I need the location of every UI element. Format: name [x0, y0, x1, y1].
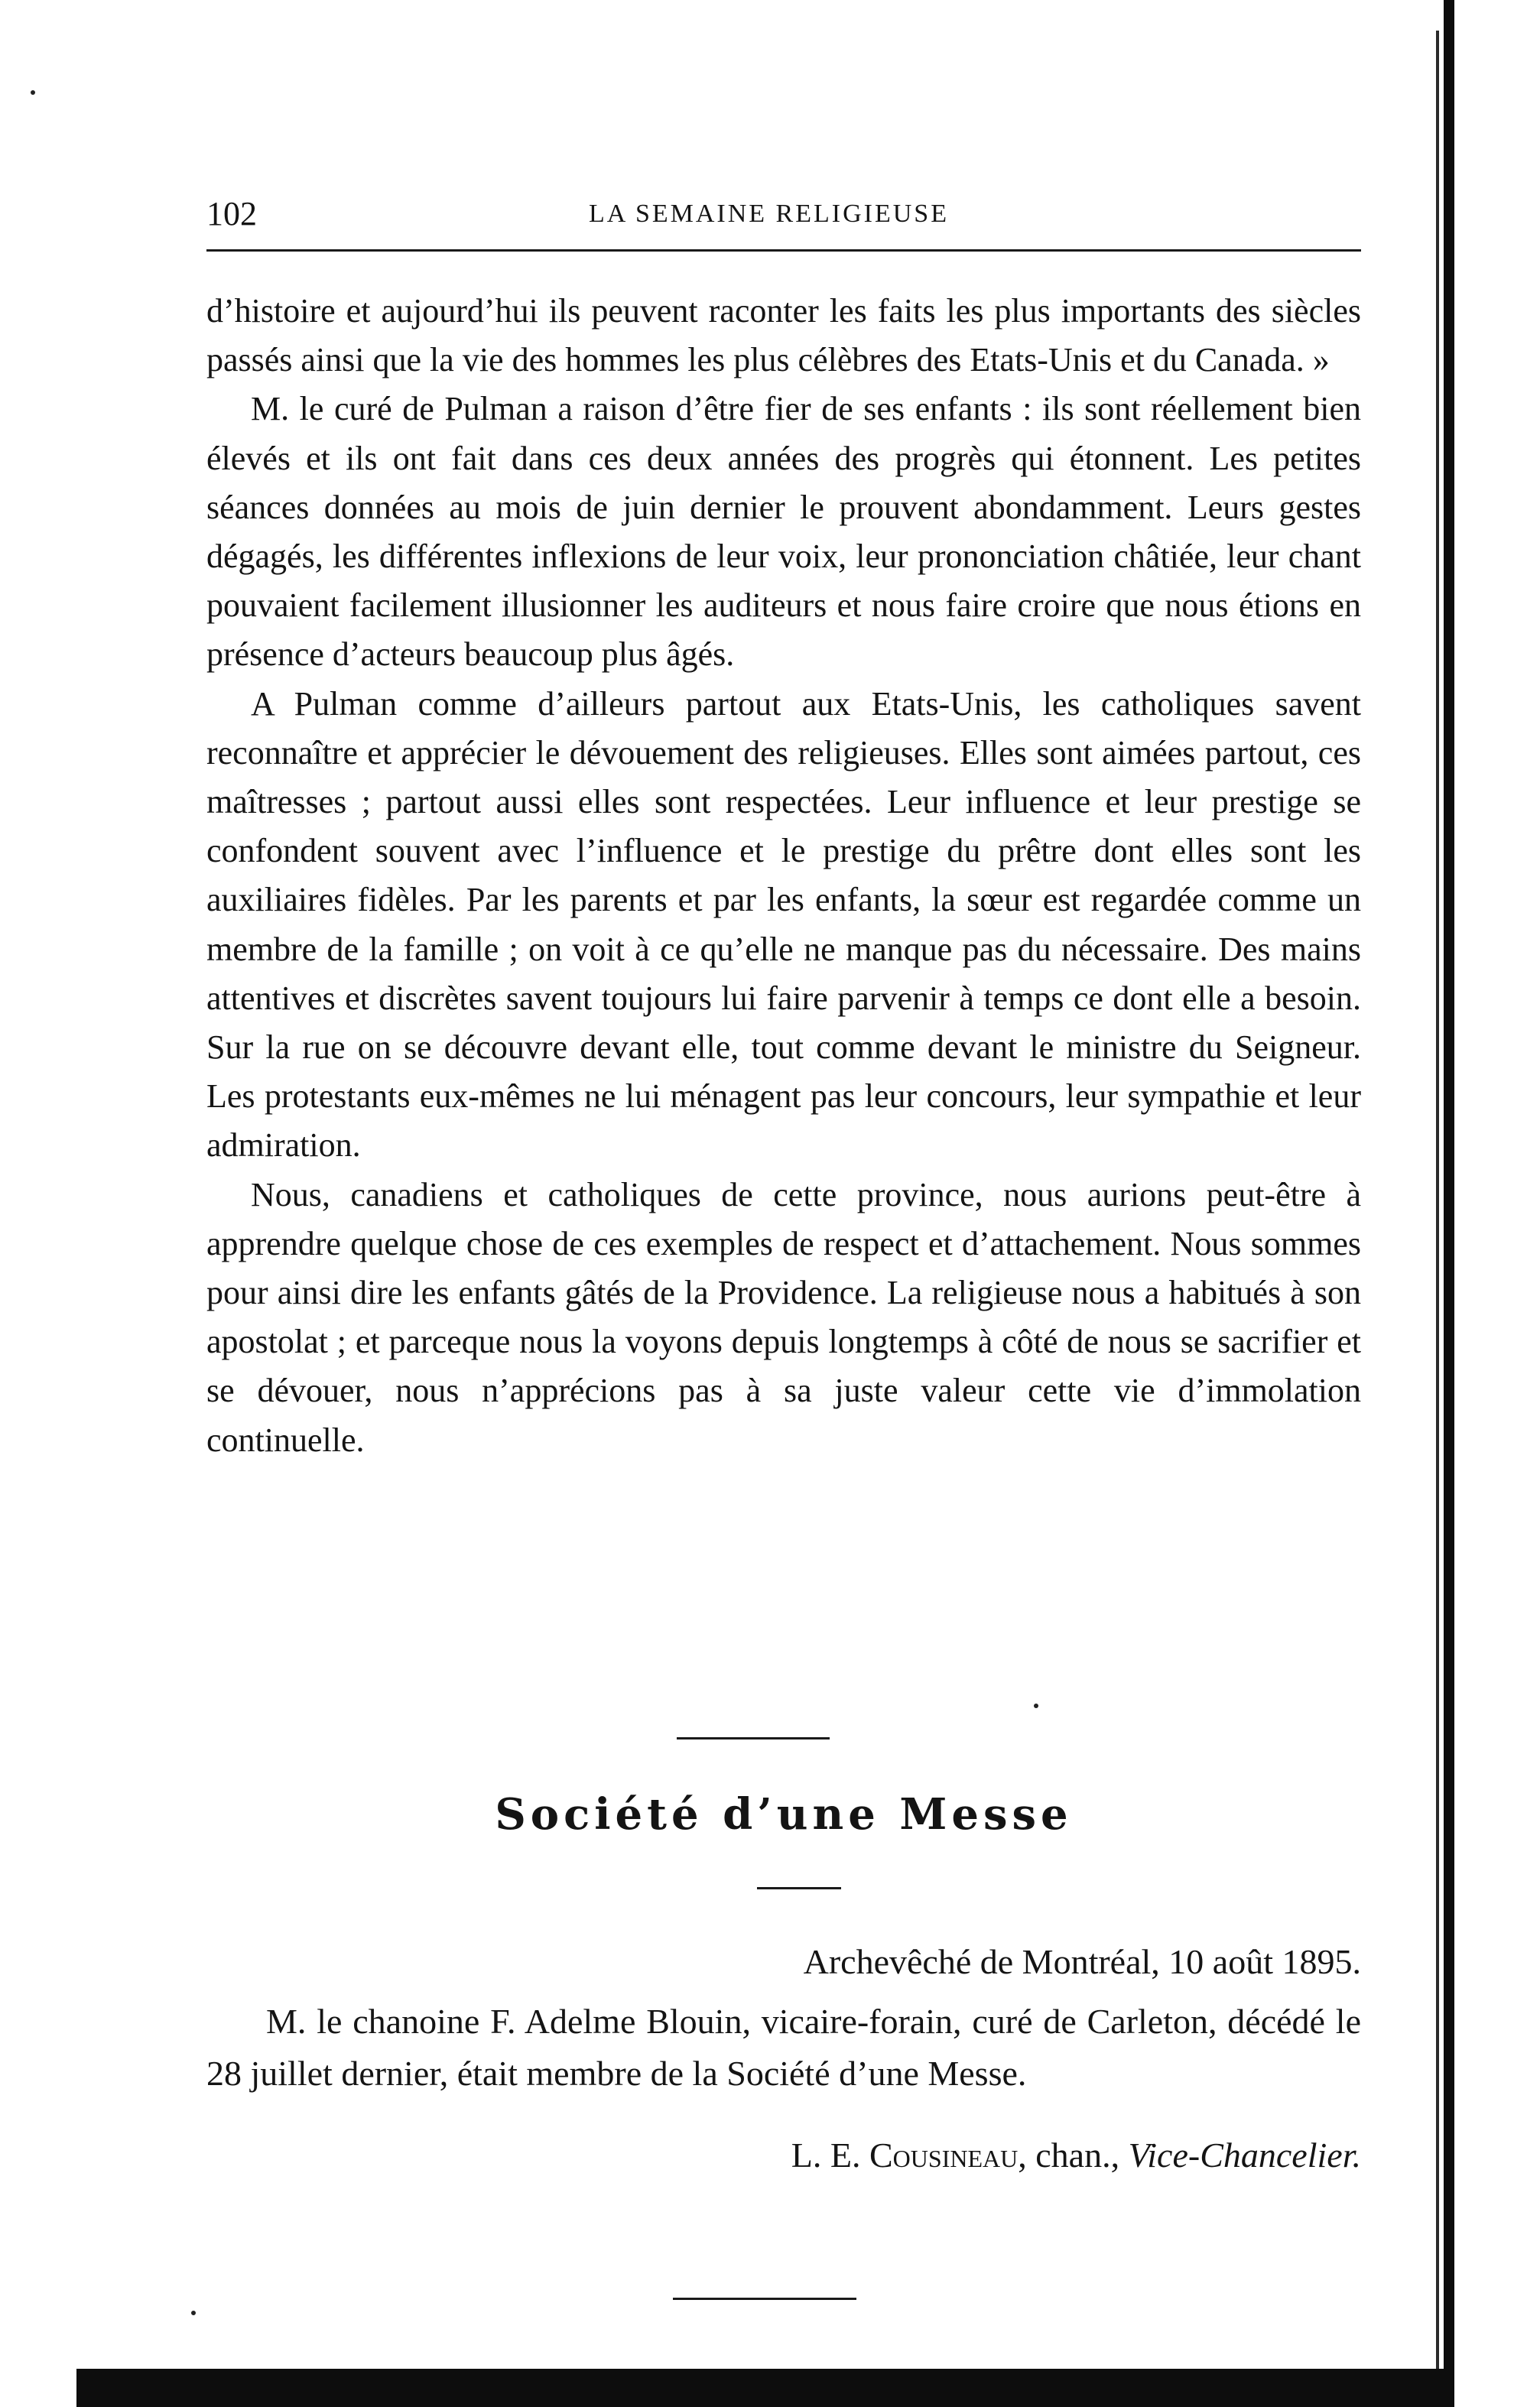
- title-divider: [757, 1887, 841, 1889]
- section-title: Société d’une Messe: [495, 1789, 1073, 1840]
- article-paragraph: Nous, canadiens et catholiques de cette province, nous aurions peut-être à apprendre quelque chose de ces exemples de respect et d’attachement. Nous sommes pour ainsi dire les enfants gâtés de la Providence. La religieuse nous a habitués à son apostolat ; et parceque nous la voyons depuis longtemps à côté de nous se sacrifier et se dévouer, nous n’apprécions pas à sa juste valeur cette vie d’immolation continuelle.: [206, 1175, 1361, 1459]
- article-paragraph: d’histoire et aujourd’hui ils peuvent raconter les faits les plus importants des siècles passés ainsi que la vie des hommes les plus célèbres des Etats-Unis et du Canada. »: [206, 292, 1361, 379]
- article-paragraph: M. le curé de Pulman a raison d’être fier de ses enfants : ils sont réellement bien élevés et ils ont fait dans ces deux années des progrès qui étonnent. Les petites séances données au mois de juin dernier le prouvent abondamment. Leurs gestes dégagés, les différentes inflexions de leur voix, leur prononciation châtiée, leur chant pouvaient facilement illusionner les auditeurs et nous faire croire que nous étions en présence d’acteurs beaucoup plus âgés.: [206, 390, 1361, 674]
- signature-title: Vice-Chancelier.: [1128, 2136, 1361, 2175]
- scan-speck: [191, 2311, 196, 2315]
- scan-speck: [31, 90, 35, 95]
- notice-dateline: Archevêché de Montréal, 10 août 1895.: [803, 1942, 1361, 1981]
- article-body: [206, 287, 1361, 1465]
- binding-edge-line: [1436, 31, 1439, 2386]
- notice-paragraph: M. le chanoine F. Adelme Blouin, vicaire-forain, curé de Carleton, décédé le 28 juillet dernier, était membre de la Société d’une Messe.: [206, 2002, 1361, 2093]
- scan-speck: [1034, 1704, 1038, 1708]
- running-head: [206, 191, 1361, 237]
- binding-edge-shadow: [1444, 0, 1454, 2407]
- section-divider: [677, 1737, 830, 1739]
- bottom-edge-shadow: [76, 2369, 1454, 2407]
- notice-signature: [623, 2129, 1361, 2181]
- signature-name: L. E. Cousineau,: [791, 2136, 1027, 2175]
- notice-body: [206, 1996, 1361, 2100]
- signature-rank: chan.,: [1035, 2136, 1120, 2175]
- article-paragraph: A Pulman comme d’ailleurs partout aux Etats-Unis, les catholiques savent reconnaître et apprécier le dévouement des religieuses. Elles sont aimées partout, ces maîtresses ; partout aussi elles sont respectées. Leur influence et leur prestige se confondent souvent avec l’influence et le prestige du prêtre dont elles sont les auxiliaires fidèles. Par les parents et par les enfants, la sœur est regardée comme un membre de la famille ; on voit à ce qu’elle ne manque pas du nécessaire. Des mains attentives et discrètes savent toujours lui faire parvenir à temps ce dont elle a besoin. Sur la rue on se découvre devant elle, tout comme devant le ministre du Seigneur. Les protestants eux-mêmes ne lui ménagent pas leur concours, leur sympathie et leur admiration.: [206, 684, 1361, 1165]
- header-rule: [206, 249, 1361, 252]
- running-title: LA SEMAINE RELIGIEUSE: [589, 200, 949, 228]
- end-divider: [673, 2298, 856, 2300]
- page-number: 102: [206, 195, 257, 232]
